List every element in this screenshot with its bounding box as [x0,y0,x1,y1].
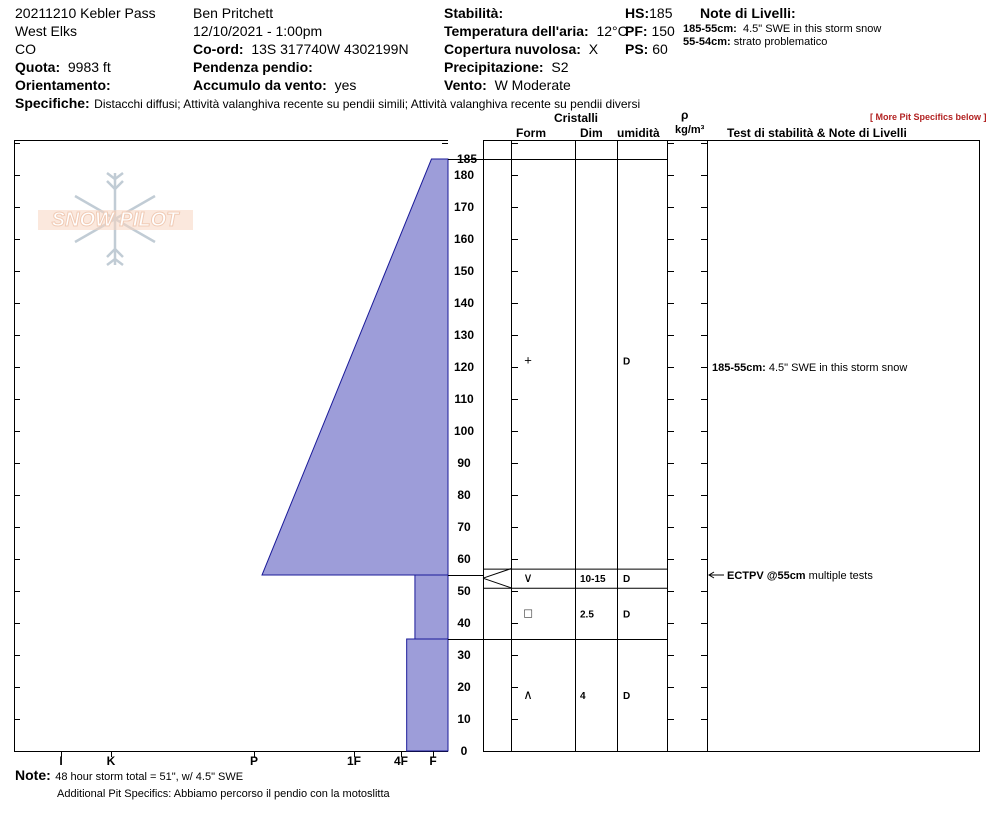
hs-label: HS: [625,5,650,21]
depth-tick-label: 40 [457,616,471,630]
hardness-profile [262,159,448,751]
layer-connector [483,569,511,579]
specifics-label: Specifiche: [15,95,90,111]
depth-tick-label: 110 [454,392,474,406]
hardness-tick-label: P [249,754,259,768]
hardness-layer [407,639,448,751]
ps-label: PS: [625,41,649,57]
size-header: Dim [580,126,603,140]
windload-value: yes [334,77,357,93]
layer-annotation: 185-55cm: 4.5" SWE in this storm snow [712,362,908,374]
depth-tick-label: 60 [457,552,471,566]
stability-test: ECTPV @55cm multiple tests [727,570,873,582]
depth-axis [454,152,477,758]
layer-note-range: 185-55cm: [683,23,737,35]
logo-text: SNOW PILOT [51,209,179,231]
hardness-axis [59,751,436,768]
observer: Ben Pritchett [193,5,274,21]
layer-rows [448,160,667,703]
depth-tick-label: 140 [453,296,475,310]
hardness-layer [262,159,448,575]
notes [15,767,243,785]
layer-form: □ [524,605,532,621]
hardness-tick-label: 1F [346,754,362,768]
rho-header: ρ [681,108,689,122]
windload-label: Accumulo da vento: [193,77,327,93]
layer-form: ∨ [523,570,533,586]
layer-notes-title: Note di Livelli: [700,5,796,21]
layer-size: 2.5 [580,609,594,621]
depth-tick-label: 0 [460,744,468,758]
wind-value: W Moderate [494,77,571,93]
date-location: 20211210 Kebler Pass [15,5,156,21]
layer-form: + [524,352,532,368]
layer-connector [483,578,511,588]
layer-moisture: D [623,691,631,702]
layer-moisture: D [623,609,631,621]
hardness-tick-label: 4F [393,754,409,768]
stability-label: Stabilità: [444,5,504,21]
precip-label: Precipitazione: [444,59,544,75]
layer-moisture: D [623,356,631,368]
coord-value: 13S 317740W 4302199N [251,41,409,57]
depth-tick-label: 50 [457,584,471,598]
layer-size: 10-15 [580,574,606,586]
sky-label: Copertura nuvolosa: [444,41,581,57]
hardness-tick-label: F [429,754,437,768]
coord-label: Co-ord: [193,41,244,57]
more-specifics-link[interactable]: [ More Pit Specifics below ] [870,112,987,122]
layer-note-text: strato problematico [733,36,828,48]
layer-note-text: 4.5" SWE in this storm snow [742,23,882,35]
notes-label: Note: [15,767,51,783]
depth-tick-label: 150 [453,264,475,278]
aspect-label: Orientamento: [15,77,111,93]
depth-tick-label: 70 [457,520,471,534]
form-header: Form [516,126,546,140]
depth-tick-label: 20 [457,680,471,694]
sky-value: X [588,41,599,57]
wind-label: Vento: [444,77,487,93]
table-depth-ticks [511,144,707,752]
moisture-header: umidità [617,126,660,140]
depth-tick-label: 80 [457,488,471,502]
notes-text: 48 hour storm total = 51", w/ 4.5" SWE [55,771,244,783]
elevation-value: 9983 ft [67,59,111,75]
layer-moisture: D [623,574,631,586]
airtemp-value: 12°C [596,23,628,39]
pf-value: 150 [651,23,675,39]
slope-label: Pendenza pendio: [193,59,313,75]
layer-note-range: 55-54cm: [683,36,731,48]
depth-tick-label: 10 [457,712,471,726]
test-annotations [709,362,907,582]
depth-tick-label: 30 [457,648,471,662]
elevation-label: Quota: [15,59,61,75]
hardness-tick-label: I [59,754,63,768]
depth-tick-label: 90 [457,456,471,470]
depth-tick-label: 130 [453,328,475,342]
crystals-header: Cristalli [554,111,599,125]
depth-tick-label: 160 [453,232,475,246]
depth-tick-label: 180 [453,168,475,182]
layer-form: ∧ [523,687,533,702]
depth-top-label: 185 [457,152,478,166]
hs-value: 185 [649,5,673,21]
pf-label: PF: [625,23,648,39]
depth-tick-label: 120 [453,360,475,374]
airtemp-label: Temperatura dell'aria: [444,23,589,39]
density-header: kg/m³ [675,124,705,136]
ps-value: 60 [652,41,668,57]
tests-header: Test di stabilità & Note di Livelli [727,126,907,140]
additional-specifics: Additional Pit Specifics: Abbiamo percorso il pendio con la motoslitta [57,788,390,800]
date-time: 12/10/2021 - 1:00pm [193,23,323,39]
precip-value: S2 [551,59,569,75]
mountain-range: West Elks [15,23,77,39]
snowpilot-logo [38,173,193,265]
depth-tick-label: 170 [453,200,475,214]
layer-table-frame [484,140,980,752]
depth-tick-label: 100 [453,424,475,438]
layer-size: 4 [580,691,586,702]
hardness-tick-label: K [106,754,116,768]
state: CO [15,41,36,57]
hardness-layer [415,575,448,639]
specifics-value: Distacchi diffusi; Attività valanghiva recente su pendii simili; Attività valanghiva recente su pendii diversi [94,97,641,111]
